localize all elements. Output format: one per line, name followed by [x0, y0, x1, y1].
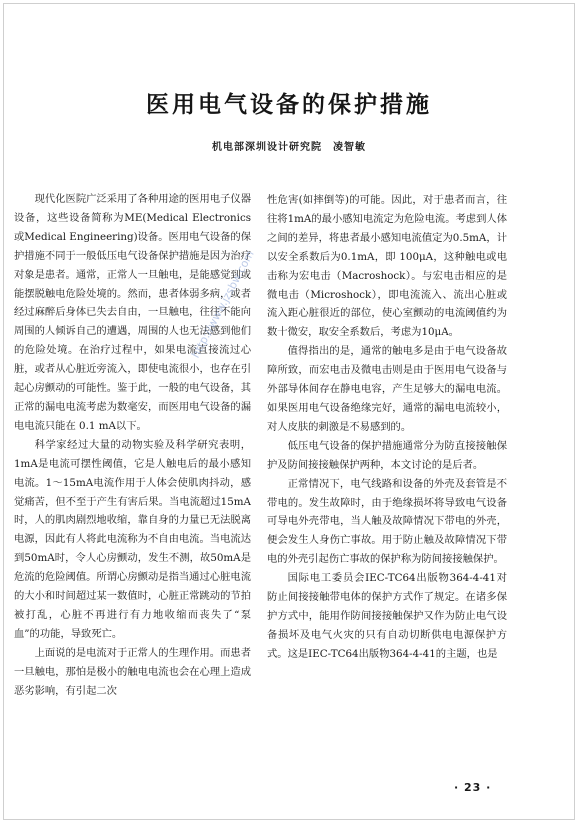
paragraph: 低压电气设备的保护措施通常分为防直接接触保护及防间接接触保护两种，本文讨论的是后者。 [267, 439, 507, 471]
paragraph: 国际电工委员会IEC-TC64出版物364-4-41对防止间接接触带电体的保护方式作了规定。在诸多保护方式中，能用作防间接接触保护又作为防止电气设备损坏及电气火灾的只有自动切断供电电源保护方式。这是IEC-TC64出版物364-4-41的主题，也是 [267, 572, 507, 660]
paragraph: 正常情况下，电气线路和设备的外壳及套管是不带电的。发生故障时，由于绝缘损坏将导致电气设备可导电外壳带电，当人触及故障情况下带电的外壳，便会发生人身伤亡事故。用于防止触及故障情况下带电的外壳引起伤亡事故的保护称为防间接接触保护。 [267, 477, 507, 566]
author-byline: 机电部深圳设计研究院 凌智敏 [212, 142, 366, 153]
paragraph: 上面说的是电流对于正常人的生理作用。而患者一旦触电，那怕是极小的触电电流也会在心理上造成恶劣影响，有引起二次 [14, 646, 251, 697]
page-number: · 23 · [454, 781, 492, 794]
paragraph: 现代化医院广泛采用了各种用途的医用电子仪器设备，这些设备简称为ME(Medical Electronics或Medical Engineering)设备。医用电气设备的保护措施不同于一般低压电气设备保护措施是因为治疗对象是患者。通常，正常人一旦触电，是能感觉到或能摆脱触电危险处境的。然而，患者体弱多病，或者经过麻醉后身体已失去自由，一旦触电，往往不能向周围的人倾诉自己的遭遇，周围的人也无法感到他们的危险处境。在治疗过程中，如果电流直接流过心脏，或者从心脏近旁流入，即使电流很小，也存在引起心房颤动的可能性。鉴于此，一般的电气设备，其正常的漏电电流考虑为数毫安，而医用电气设备的漏电电流只能在 0.1 mA以下。 [14, 193, 251, 432]
left-column [14, 190, 251, 700]
paragraph: 值得指出的是，通常的触电多是由于电气设备故障所致，而宏电击及微电击则是由于医用电气设备与外部导体间存在静电电容，产生足够大的漏电电流。如果医用电气设备绝缘完好，通常的漏电电流较小，对人皮肤的刺激是不易感到的。 [267, 345, 507, 433]
article-title: 医用电气设备的保护措施 [146, 92, 432, 118]
document-page [3, 3, 575, 820]
paragraph: 科学家经过大量的动物实验及科学研究表明，1mA是电流可摆性阈值，它是人触电后的最小感知电流。1～15mA电流作用于人体会使肌肉抖动，感觉痛苦，但不至于产生有害后果。当电流超过15mA时，人的肌肉剧烈地收缩，靠自身的力量已无法脱离电源，因此有人将此电流称为不自由电流。当电流达到50mA时，令人心房颤动，发生不测，故50mA是危流的危险阈值。所谓心房颤动是指当通过心脏电流的大小和时间超过某一数值时，心脏正常跳动的节拍被打乱，心脏不再进行有力地收缩而丧失了“泵血”的功能，导致死亡。 [14, 438, 251, 640]
paragraph: 性危害(如摔倒等)的可能。因此，对于患者而言，往往将1mA的最小感知电流定为危险电流。考虑到人体之间的差异，将患者最小感知电流值定为0.5mA，计以安全系数后为0.1mA，即 100μA，这种触电或电击称为宏电击（Macroshock）。与宏电击相应的是微电击（Microshock），即电流流入、流出心脏或流入距心脏很近的部位，使心室颤动的电流阈值约为数十微安，取安全系数后，考虑为10μA。 [267, 194, 507, 339]
right-column [267, 191, 507, 664]
watermark: http://www.jzsbw.com [189, 248, 257, 361]
